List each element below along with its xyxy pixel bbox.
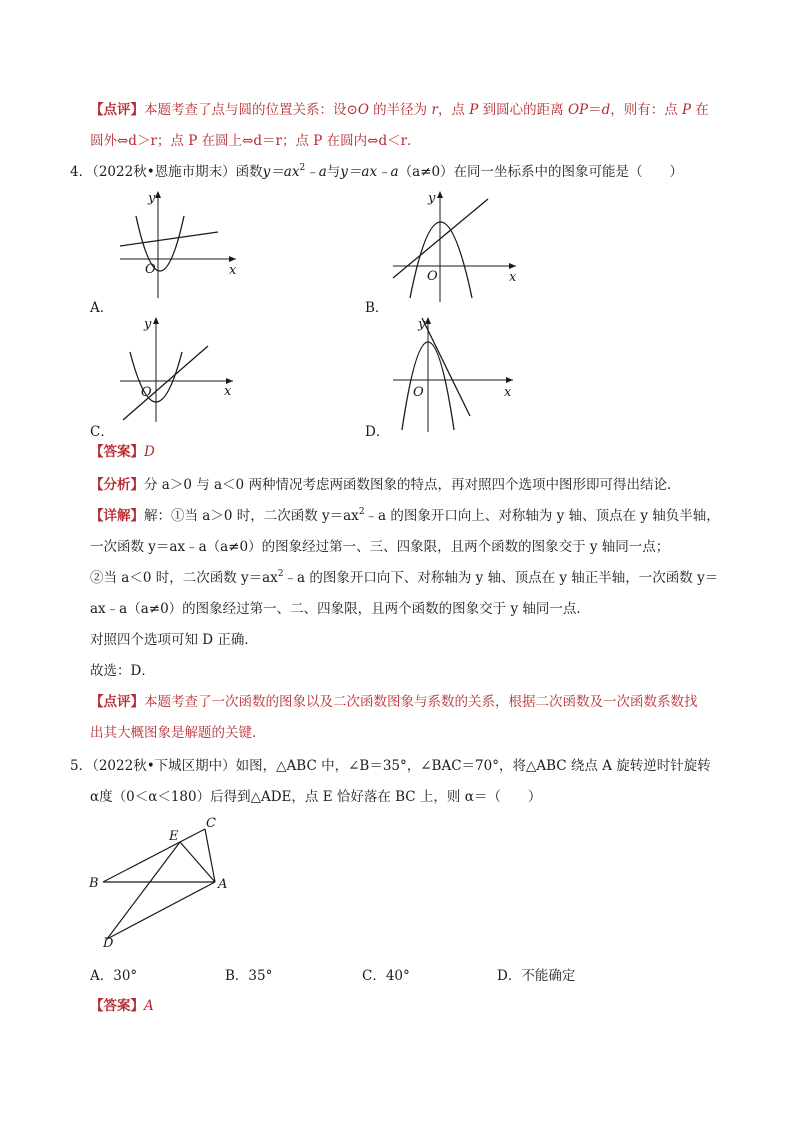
point-c-label: C [206,816,216,831]
q4-detail-line-4: ax﹣a（a≠0）的图象经过第一、二、四象限，且两个函数的图象交于 y 轴同一点． [90,601,590,617]
graph-a-x-label: x [229,263,237,278]
review-line-1: 【点评】本题考查了点与圆的位置关系：设⊙O 的半径为 r，点 P 到圆心的距离 OP＝d，则有：点 P 在 [90,102,709,118]
graph-b [388,186,523,304]
q4-detail-line-2: 一次函数 y＝ax﹣a（a≠0）的图象经过第一、三、四象限，且两个函数的图象交于 y 轴同一点； [90,539,670,555]
q5-answer: 【答案】A [90,998,154,1014]
option-a-label: A． [90,300,114,316]
point-a-label: A [218,877,228,892]
question-5-stem-2: α度（0＜α＜180）后得到△ADE，点 E 恰好落在 BC 上，则 α＝（ ） [90,789,542,805]
q4-answer: 【答案】D [90,444,155,460]
q4-analysis: 【分析】分 a＞0 与 a＜0 两种情况考虑两函数图象的特点，再对照四个选项中图形即可得出结论． [90,477,681,493]
q4-detail-line-3: ②当 a＜0 时，二次函数 $y=ax^2﹣a$ 的图象开口向下、对称轴为 y 轴、顶点在 y 轴正半轴，一次函数 y＝ [90,569,719,586]
point-d-label: D [103,936,114,951]
option-c-label: C． [90,424,114,440]
q4-review-line-1: 【点评】本题考查了一次函数的图象以及二次函数图象与系数的关系，根据二次函数及一次函数系数找 [90,694,698,710]
q5-option-a: A．30° [90,968,138,984]
review-line-2: 圆外⇔d＞r；点 P 在圆上⇔d＝r；点 P 在圆内⇔d＜r． [90,133,421,149]
graph-c-x-label: x [224,384,232,399]
graph-d [388,312,518,434]
graph-d-origin: O [413,385,424,400]
graph-d-x-label: x [504,385,512,400]
graph-b-y-label: y [428,191,436,206]
question-5-stem-1: 5．（2022秋•下城区期中）如图，△ABC 中，∠B＝35°，∠BAC＝70°，将△ABC 绕点 A 旋转逆时针旋转 [70,758,711,774]
q4-detail-line-6: 故选：D． [90,663,155,679]
graph-c [108,312,243,427]
graph-d-y-label: y [418,317,426,332]
option-b-label: B． [365,300,389,316]
option-d-label: D． [365,424,390,440]
q4-review-line-2: 出其大概图象是解题的关键． [90,725,266,741]
q5-option-c: C．40° [362,968,410,984]
graph-c-origin: O [141,385,152,400]
graph-a [108,186,248,301]
q5-option-b: B．35° [225,968,273,984]
q4-detail-line-1: 【详解】解：①当 a＞0 时，二次函数 $y=ax^2﹣a$ 的图象开口向上、对称轴为 y 轴、顶点在 y 轴负半轴， [90,507,720,524]
point-b-label: B [89,876,99,891]
graph-c-y-label: y [144,317,152,332]
graph-b-origin: O [427,269,438,284]
q4-detail-line-5: 对照四个选项可知 D 正确． [90,632,258,648]
graph-b-x-label: x [509,270,517,285]
triangle-figure [85,815,245,955]
point-e-label: E [169,829,179,844]
graph-a-origin: O [145,262,156,277]
graph-a-y-label: y [148,191,156,206]
question-4-stem: 4．（2022秋•恩施市期末）函数$y=ax^2﹣a$与y＝ax﹣a（a≠0）在同一坐标系中的图象可能是（ ） [70,163,684,180]
q5-option-d: D．不能确定 [497,968,576,984]
